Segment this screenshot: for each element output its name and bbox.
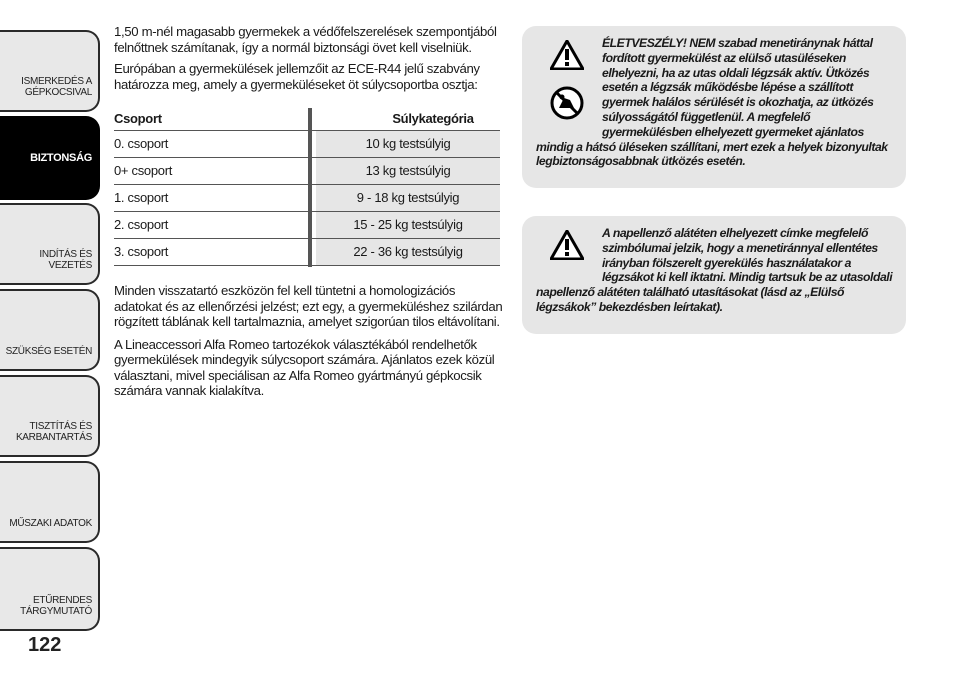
tab-szukseg[interactable] xyxy=(0,289,100,371)
body-text xyxy=(114,283,506,406)
tab-label: TÁRGYMUTATÓ xyxy=(20,606,92,617)
tab-label: KARBANTARTÁS xyxy=(15,432,92,443)
tab-label: INDÍTÁS ÉS VEZETÉS xyxy=(39,249,92,271)
weight-cell: 13 kg testsúlyig xyxy=(316,157,500,184)
tab-label: ISMERKEDÉS A xyxy=(21,76,92,87)
group-cell: 2. csoport xyxy=(114,211,306,238)
page-number: 122 xyxy=(28,634,62,656)
column-divider xyxy=(306,184,316,211)
paragraph: 1,50 m-nél magasabb gyermekek a védőfelszerelések szempontjából felnőttnek számítanak, így a normál biztonsági övet kell viselniük. xyxy=(114,24,497,55)
weight-cell: 15 - 25 kg testsúlyig xyxy=(316,211,500,238)
tab-muszaki[interactable] xyxy=(0,461,100,543)
group-cell: 0. csoport xyxy=(114,130,306,157)
column-header-weight: Súlykategória xyxy=(316,108,500,130)
column-divider xyxy=(306,108,316,130)
column-divider xyxy=(306,211,316,238)
tab-label: TISZTÍTÁS ÉS xyxy=(29,421,92,432)
group-cell: 3. csoport xyxy=(114,238,306,265)
paragraph: Minden visszatartó eszközön fel kell tüntetni a homologizációs adatokat és az ellenőrzési jelzést; ezt egy, a gyermeküléshez szilárdan rögzített táblának kell tartalmaznia, amelyet szigorúan tilos eltávolítani. xyxy=(114,283,503,329)
tab-label: SZÜKSÉG ESETÉN xyxy=(5,346,92,357)
table-row xyxy=(114,238,500,265)
tab-targymutato[interactable] xyxy=(0,547,100,631)
tab-biztonsag[interactable] xyxy=(0,116,100,200)
column-divider xyxy=(306,238,316,265)
weight-cell: 22 - 36 kg testsúlyig xyxy=(316,238,500,265)
warning-text: A napellenző alátéten elhelyezett címke megfelelő szimbólumai jelzik, hogy a menetiránnyal ellentétes irányban fölszerelt gyerekülés használatakor a légzsákot ki kell iktatni. Mindig tartsuk be az utasoldali napellenző alátéten található utasításokat (lásd az „Elülső légzsákok” bekezdésben leírtakat). xyxy=(536,226,893,314)
tab-label: GÉPKOCSIVAL xyxy=(24,87,92,98)
weight-cell: 10 kg testsúlyig xyxy=(316,130,500,157)
table-row xyxy=(114,130,500,157)
paragraph: Európában a gyermekülések jellemzőit az ECE-R44 jelű szabvány határozza meg, amely a gyermeküléseket öt súlycsoportba osztja: xyxy=(114,61,480,92)
intro-text xyxy=(114,24,504,98)
table-header-row xyxy=(114,108,500,130)
group-cell: 1. csoport xyxy=(114,184,306,211)
tab-label: ETŰRENDES xyxy=(33,595,92,606)
tab-tisztitas[interactable] xyxy=(0,375,100,457)
tab-ismerkedes[interactable] xyxy=(0,30,100,112)
weight-cell: 9 - 18 kg testsúlyig xyxy=(316,184,500,211)
danger-warning-box xyxy=(522,26,906,188)
column-divider xyxy=(306,130,316,157)
column-divider xyxy=(306,157,316,184)
warning-text: ÉLETVESZÉLY! NEM szabad menetiránynak háttal fordított gyermekülést az elülső utasüléseken elhelyezni, ha az utas oldali légzsák aktív. Ütközés esetén a légzsák működésbe lépése a szállított gyermek halálos sérülését is okozhatja, az ütközés súlyosságától függetlenül. A megfelelő gyermekülésben elhelyezett gyermeket ajánlatos mindig a hátsó üléseken szállítani, mert ezek a helyek bizonyultak legbiztonságosabbnak ütközés esetén. xyxy=(536,36,888,169)
table-row xyxy=(114,157,500,184)
group-cell: 0+ csoport xyxy=(114,157,306,184)
tab-label: MŰSZAKI ADATOK xyxy=(9,518,92,529)
warning-triangle-icon xyxy=(550,230,584,260)
column-header-group: Csoport xyxy=(114,108,306,130)
warning-triangle-icon xyxy=(550,40,584,70)
table-row xyxy=(114,211,500,238)
tab-inditas[interactable] xyxy=(0,203,100,285)
no-rear-facing-child-seat-icon xyxy=(550,86,584,120)
paragraph: A Lineaccessori Alfa Romeo tartozékok választékából rendelhetők gyermekülések mindegyik súlycsoport számára. Ajánlatos ezek közül választani, mivel speciálisan az Alfa Romeo gyártmányú gépkocsik számára vannak kialakítva. xyxy=(114,336,495,398)
weight-group-table xyxy=(114,108,500,266)
tab-label: BIZTONSÁG xyxy=(30,151,92,164)
airbag-label-warning-box xyxy=(522,216,906,334)
table-row xyxy=(114,184,500,211)
